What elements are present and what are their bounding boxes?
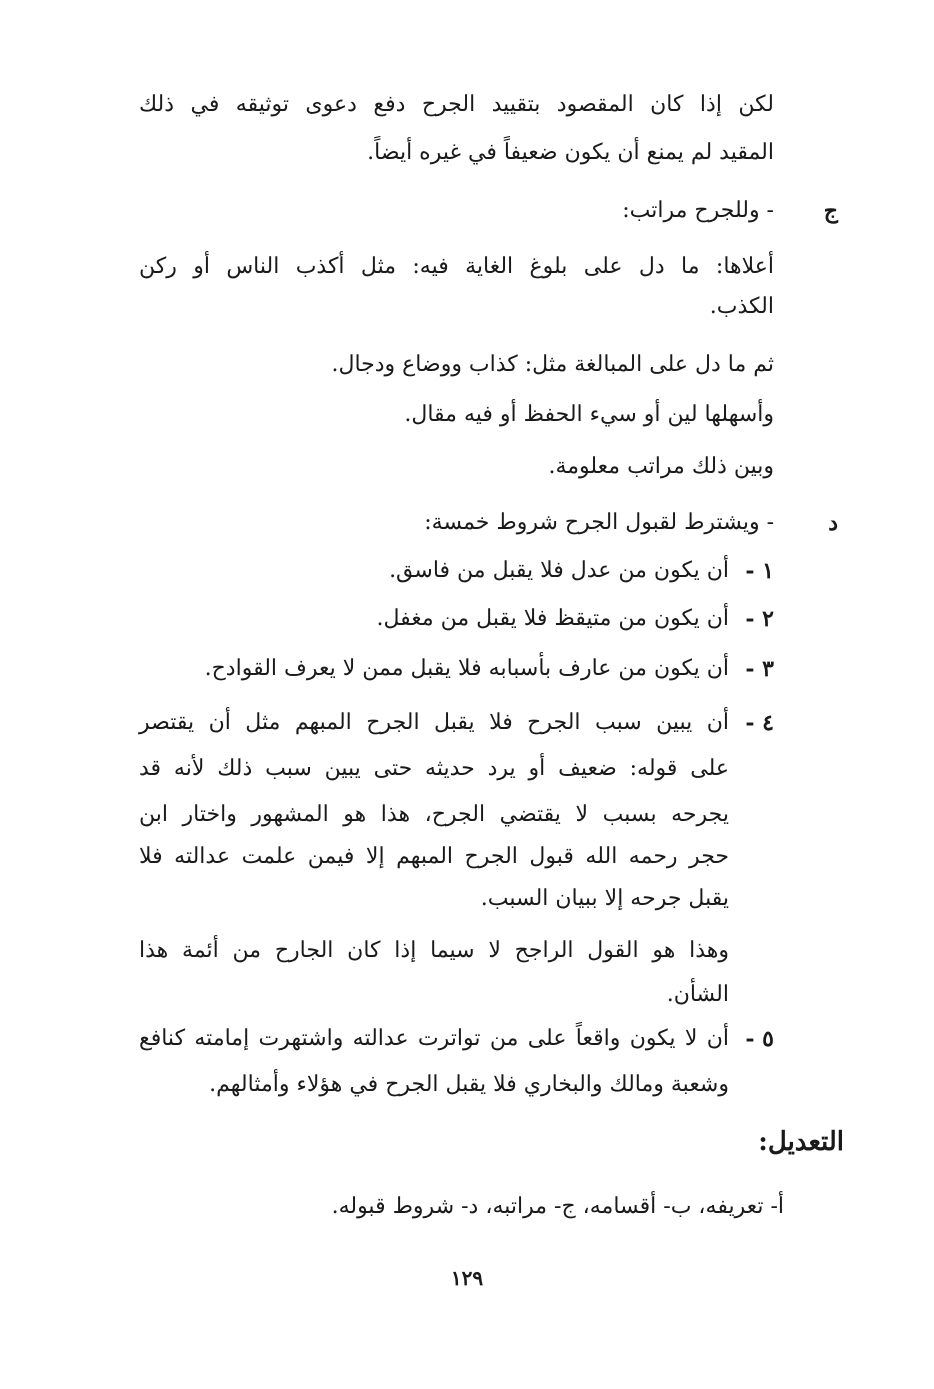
section-d-title: - ويشترط لقبول الجرح شروط خمسة: xyxy=(424,510,774,535)
page-number: ١٢٩ xyxy=(450,1266,484,1290)
section-j-title: - وللجرح مراتب: xyxy=(622,198,774,223)
intro-line-1: لكن إذا كان المقصود بتقييد الجرح دفع دعوى توثيقه في ذلك xyxy=(139,92,774,117)
condition-5-number: ٥ - xyxy=(745,1026,774,1052)
condition-1-number: ١ - xyxy=(745,558,774,584)
ranks-lowest: وأسهلها لين أو سيء الحفظ أو فيه مقال. xyxy=(404,402,774,427)
condition-4-line-2: على قوله: ضعيف أو يرد حديثه حتى يبين سبب ذلك لأنه قد xyxy=(139,756,729,781)
condition-3-number: ٣ - xyxy=(745,656,774,682)
condition-2-text: أن يكون من متيقظ فلا يقبل من مغفل. xyxy=(376,606,729,631)
condition-4-note-line-1: وهذا هو القول الراجح لا سيما إذا كان الجارح من أئمة هذا xyxy=(139,938,729,963)
intro-line-2: المقيد لم يمنع أن يكون ضعيفاً في غيره أيضاً. xyxy=(367,140,774,165)
condition-3-text: أن يكون من عارف بأسبابه فلا يقبل ممن لا يعرف القوادح. xyxy=(204,656,729,681)
ranks-top-line-2: الكذب. xyxy=(709,294,774,319)
condition-5-line-2: وشعبة ومالك والبخاري فلا يقبل الجرح في هؤلاء وأمثالهم. xyxy=(209,1072,729,1097)
tadil-heading: التعديل: xyxy=(758,1127,844,1157)
section-j-marker: ج xyxy=(823,198,838,224)
condition-4-note-line-2: الشأن. xyxy=(666,982,729,1007)
condition-4-line-3: يجرحه بسبب لا يقتضي الجرح، هذا هو المشهور واختار ابن xyxy=(139,802,729,827)
ranks-then: ثم ما دل على المبالغة مثل: كذاب ووضاع ودجال. xyxy=(331,352,774,377)
condition-2-number: ٢ - xyxy=(745,606,774,632)
section-d-marker: د xyxy=(828,510,838,536)
condition-4-line-1: أن يبين سبب الجرح فلا يقبل الجرح المبهم مثل أن يقتصر xyxy=(139,710,729,735)
ranks-between: وبين ذلك مراتب معلومة. xyxy=(548,454,774,479)
condition-4-line-5: يقبل جرحه إلا ببيان السبب. xyxy=(480,886,729,911)
condition-4-number: ٤ - xyxy=(745,710,774,736)
condition-5-line-1: أن لا يكون واقعاً على من تواترت عدالته واشتهرت إمامته كنافع xyxy=(139,1026,729,1051)
tadil-outline: أ- تعريفه، ب- أقسامه، ج- مراتبه، د- شروط قبوله. xyxy=(331,1194,784,1219)
condition-1-text: أن يكون من عدل فلا يقبل من فاسق. xyxy=(389,558,729,583)
condition-4-line-4: حجر رحمه الله قبول الجرح المبهم إلا فيمن علمت عدالته فلا xyxy=(139,844,729,869)
ranks-top-line-1: أعلاها: ما دل على بلوغ الغاية فيه: مثل أكذب الناس أو ركن xyxy=(139,254,774,279)
